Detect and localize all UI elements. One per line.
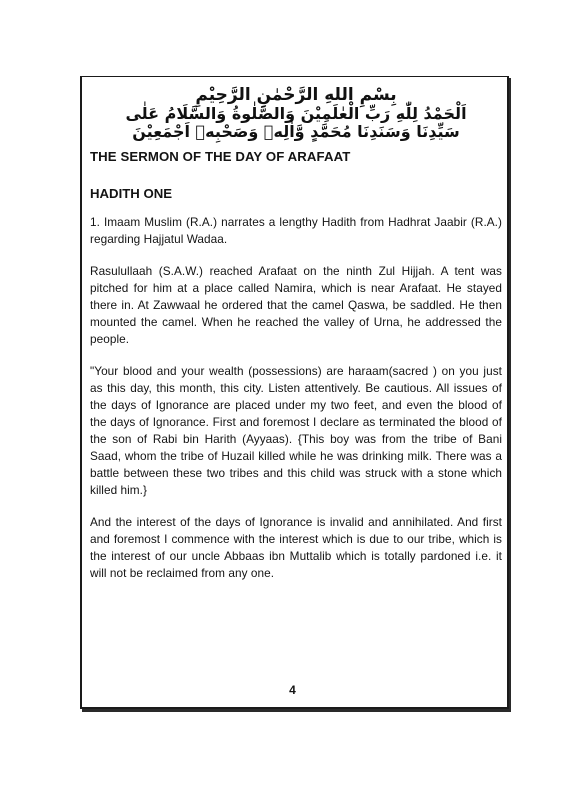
salutation-line: سَيِّدِنَا وَسَنَدِنَا مُحَمَّدٍ وَّاٰلِهٖ وَصَحْبِهٖ اَجْمَعِيْنَ — [132, 121, 460, 141]
paragraph: Rasulullaah (S.A.W.) reached Arafaat on the ninth Zul Hijjah. A tent was pitched for him at a place called Namira, which is near Arafaat. He stayed there in. At Zawwaal he ordered that the camel Qaswa, be saddled. He then mounted the camel. When he reached the valley of Urna, he addressed the people. — [90, 263, 502, 346]
paragraph: 1. Imaam Muslim (R.A.) narrates a lengthy Hadith from Hadhrat Jaabir (R.A.) regarding Hajjatul Wadaa. — [90, 214, 502, 246]
bismillah-calligraphy — [90, 86, 502, 141]
page-border-shadow-right — [509, 78, 511, 712]
paragraph: And the interest of the days of Ignorance is invalid and annihilated. And first and foremost I commence with the interest which is due to our tribe, which is the interest of our uncle Abbaas ibn Muttalib which is totally pardoned i.e. it will not be reclaimed from any one. — [90, 514, 502, 580]
page-number: 4 — [289, 683, 296, 697]
page-title: THE SERMON OF THE DAY OF ARAFAAT — [90, 148, 351, 164]
section-heading: HADITH ONE — [90, 185, 173, 201]
page-content — [90, 86, 502, 594]
paragraph: "Your blood and your wealth (possessions) are haraam(sacred ) on you just as this day, this month, this city. Listen attentively. Be cautious. All issues of the days of Ignorance are placed under my two feet, and even the blood of the days of Ignorance. First and foremost I declare as terminated the blood of the son of Rabi bin Harith (Ayyaas). {This boy was from the tribe of Bani Saad, whom the tribe of Huzail killed while he was drinking milk. There was a battle between these two tribes and this child was struck with a stone which killed him.} — [90, 363, 502, 497]
praise-line: اَلْحَمْدُ لِلّٰهِ رَبِّ الْعٰلَمِيْنَ وَالصَّلٰوةُ وَالسَّلَامُ عَلٰى — [125, 104, 467, 124]
page-border-shadow-bottom — [82, 709, 511, 712]
bismillah-line: بِسْمِ اللهِ الرَّحْمٰنِ الرَّحِيْمِ — [195, 85, 397, 105]
